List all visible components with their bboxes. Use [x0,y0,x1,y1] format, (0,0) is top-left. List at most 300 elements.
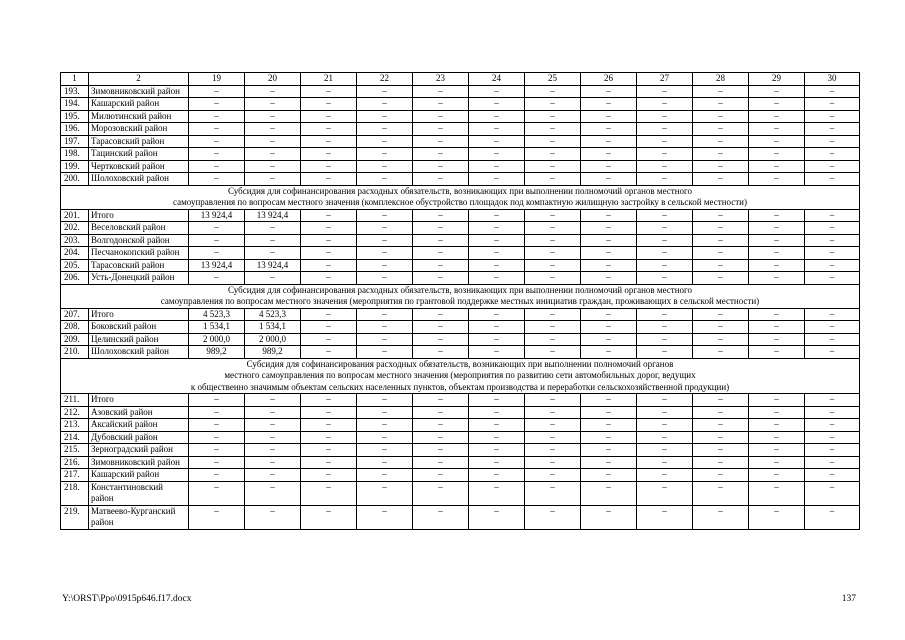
value-cell: – [469,419,525,432]
value-cell: – [301,110,357,123]
value-cell: – [525,234,581,247]
section-title-line: Субсидия для софинансирования расходных обязательств, возникающих при выполнении полномочий органов [246,358,674,369]
value-cell: – [637,321,693,334]
value-cell: – [189,444,245,457]
table-row [61,272,860,285]
value-cell: – [301,272,357,285]
row-number: 213. [61,419,89,432]
value-cell: – [245,98,301,111]
value-cell: – [749,209,805,222]
value-cell: – [693,308,749,321]
value-cell: – [525,431,581,444]
value-cell: – [693,431,749,444]
value-cell: – [581,209,637,222]
table-row [61,135,860,148]
value-cell: – [693,222,749,235]
value-cell: – [637,247,693,260]
district-name: Зимовниковский район [89,456,189,469]
value-cell: 4 523,3 [189,308,245,321]
column-header: 2 [89,73,189,86]
section-title-line: Субсидия для софинансирования расходных обязательств, возникающих при выполнении полномочий органов местного [227,284,693,295]
value-cell: – [469,321,525,334]
value-cell: – [189,456,245,469]
value-cell: – [525,85,581,98]
value-cell: – [413,481,469,505]
value-cell: – [301,247,357,260]
value-cell: – [189,431,245,444]
column-header: 21 [301,73,357,86]
row-number: 197. [61,135,89,148]
value-cell: – [693,505,749,529]
value-cell: – [245,222,301,235]
value-cell: – [525,98,581,111]
value-cell: – [805,346,860,359]
district-name: Тарасовский район [89,259,189,272]
value-cell: – [469,98,525,111]
value-cell: – [469,394,525,407]
table-row [61,419,860,432]
value-cell: – [525,456,581,469]
value-cell: – [693,98,749,111]
value-cell: – [805,222,860,235]
row-number: 209. [61,333,89,346]
value-cell: – [805,259,860,272]
column-header: 26 [581,73,637,86]
value-cell: – [637,259,693,272]
value-cell: – [189,234,245,247]
value-cell: – [805,469,860,482]
value-cell: – [469,160,525,173]
table-row [61,481,860,505]
value-cell: – [525,259,581,272]
value-cell: – [525,148,581,161]
value-cell: – [469,481,525,505]
district-name: Морозовский район [89,123,189,136]
district-name: Чертковский район [89,160,189,173]
table-row [61,110,860,123]
value-cell: – [189,173,245,186]
value-cell: – [525,481,581,505]
value-cell: – [749,98,805,111]
value-cell: – [749,431,805,444]
district-name: Шолоховский район [89,346,189,359]
value-cell: – [469,234,525,247]
value-cell: – [469,444,525,457]
value-cell: – [189,123,245,136]
district-name: Веселовский район [89,222,189,235]
value-cell: – [805,481,860,505]
value-cell: – [189,98,245,111]
section-row [61,185,860,209]
value-cell: – [301,85,357,98]
value-cell: – [245,505,301,529]
value-cell: – [749,394,805,407]
value-cell: 1 534,1 [245,321,301,334]
value-cell: – [637,406,693,419]
table-row [61,406,860,419]
value-cell: – [525,272,581,285]
value-cell: – [413,85,469,98]
value-cell: – [637,148,693,161]
district-name: Тацинский район [89,148,189,161]
value-cell: – [749,148,805,161]
value-cell: – [693,173,749,186]
value-cell: – [413,160,469,173]
district-name: Итого [89,394,189,407]
value-cell: – [637,85,693,98]
value-cell: – [581,346,637,359]
column-header: 27 [637,73,693,86]
value-cell: – [357,234,413,247]
value-cell: – [637,222,693,235]
value-cell: – [413,456,469,469]
value-cell: – [749,469,805,482]
row-number: 193. [61,85,89,98]
value-cell: 13 924,4 [189,209,245,222]
value-cell: – [693,333,749,346]
value-cell: – [413,98,469,111]
value-cell: – [413,321,469,334]
table-row [61,234,860,247]
value-cell: – [189,247,245,260]
value-cell: – [245,234,301,247]
value-cell: – [245,469,301,482]
value-cell: – [301,308,357,321]
row-number: 219. [61,505,89,529]
value-cell: – [245,431,301,444]
value-cell: – [413,173,469,186]
value-cell: – [693,321,749,334]
value-cell: – [301,259,357,272]
value-cell: – [357,505,413,529]
value-cell: – [637,272,693,285]
row-number: 216. [61,456,89,469]
value-cell: 989,2 [189,346,245,359]
value-cell: – [581,123,637,136]
district-name: Дубовский район [89,431,189,444]
value-cell: – [693,123,749,136]
value-cell: – [189,110,245,123]
value-cell: – [469,209,525,222]
value-cell: – [469,247,525,260]
value-cell: – [525,406,581,419]
row-number: 201. [61,209,89,222]
value-cell: – [581,406,637,419]
row-number: 196. [61,123,89,136]
value-cell: – [581,173,637,186]
value-cell: – [301,346,357,359]
value-cell: – [749,234,805,247]
value-cell: – [637,505,693,529]
value-cell: – [805,148,860,161]
row-number: 203. [61,234,89,247]
value-cell: – [357,346,413,359]
value-cell: – [301,456,357,469]
value-cell: – [805,135,860,148]
value-cell: – [469,333,525,346]
row-number: 198. [61,148,89,161]
value-cell: – [469,148,525,161]
value-cell: – [469,346,525,359]
value-cell: – [357,135,413,148]
value-cell: – [357,321,413,334]
value-cell: – [357,394,413,407]
value-cell: – [693,456,749,469]
value-cell: – [749,308,805,321]
district-name: Целинский район [89,333,189,346]
value-cell: – [469,272,525,285]
value-cell: – [357,247,413,260]
value-cell: – [749,123,805,136]
value-cell: – [525,333,581,346]
value-cell: – [805,406,860,419]
table-row [61,346,860,359]
section-title [61,358,860,394]
value-cell: – [581,272,637,285]
column-header: 25 [525,73,581,86]
column-header: 23 [413,73,469,86]
row-number: 214. [61,431,89,444]
value-cell: – [805,394,860,407]
value-cell: – [525,123,581,136]
row-number: 217. [61,469,89,482]
value-cell: – [637,110,693,123]
value-cell: – [301,222,357,235]
value-cell: – [693,135,749,148]
value-cell: – [413,394,469,407]
value-cell: – [469,85,525,98]
table-row [61,308,860,321]
value-cell: – [637,160,693,173]
value-cell: – [525,346,581,359]
district-name: Итого [89,209,189,222]
value-cell: – [413,308,469,321]
value-cell: – [413,110,469,123]
value-cell: – [413,234,469,247]
value-cell: – [469,173,525,186]
footer-file-path: Y:\ORST\Ppo\0915p646.f17.docx [62,594,192,604]
district-name: Зерноградский район [89,444,189,457]
value-cell: – [581,98,637,111]
district-name: Константиновский район [89,481,189,505]
value-cell: – [805,308,860,321]
header-row [61,73,860,86]
value-cell: – [301,505,357,529]
table-row [61,123,860,136]
value-cell: – [805,85,860,98]
value-cell: – [245,85,301,98]
value-cell: – [749,321,805,334]
value-cell: – [581,394,637,407]
value-cell: – [805,456,860,469]
value-cell: – [301,148,357,161]
value-cell: – [693,346,749,359]
value-cell: – [693,444,749,457]
value-cell: – [301,173,357,186]
value-cell: – [413,272,469,285]
district-name: Милютинский район [89,110,189,123]
value-cell: – [637,98,693,111]
value-cell: – [245,247,301,260]
value-cell: – [189,148,245,161]
value-cell: – [805,209,860,222]
value-cell: – [581,259,637,272]
value-cell: – [245,148,301,161]
value-cell: – [357,98,413,111]
value-cell: – [357,419,413,432]
value-cell: – [805,173,860,186]
value-cell: – [301,469,357,482]
value-cell: – [245,135,301,148]
table-row [61,160,860,173]
table-row [61,148,860,161]
value-cell: – [749,247,805,260]
value-cell: – [693,259,749,272]
table-row [61,209,860,222]
section-title-line: местного самоуправления по вопросам местного значения (мероприятия по развитию сети автомобильных дорог, ведущих [224,370,696,380]
page-number: 137 [841,594,856,604]
row-number: 206. [61,272,89,285]
value-cell: – [413,406,469,419]
value-cell: – [525,173,581,186]
value-cell: – [413,209,469,222]
value-cell: – [469,469,525,482]
value-cell: 1 534,1 [189,321,245,334]
value-cell: – [637,123,693,136]
value-cell: – [637,394,693,407]
row-number: 195. [61,110,89,123]
district-name: Боковский район [89,321,189,334]
value-cell: – [525,419,581,432]
value-cell: – [301,394,357,407]
column-header: 28 [693,73,749,86]
value-cell: – [469,123,525,136]
value-cell: – [469,259,525,272]
table-row [61,173,860,186]
value-cell: – [581,444,637,457]
value-cell: – [301,321,357,334]
value-cell: – [245,481,301,505]
column-header: 30 [805,73,860,86]
value-cell: – [525,135,581,148]
district-name: Аксайский район [89,419,189,432]
value-cell: – [357,444,413,457]
district-name: Матвеево-Курганский район [89,505,189,529]
value-cell: – [357,431,413,444]
value-cell: 13 924,4 [245,209,301,222]
value-cell: – [637,419,693,432]
value-cell: – [637,209,693,222]
value-cell: – [413,135,469,148]
value-cell: – [693,110,749,123]
value-cell: – [581,234,637,247]
value-cell: – [469,308,525,321]
value-cell: – [189,222,245,235]
value-cell: – [525,469,581,482]
table-row [61,505,860,529]
value-cell: – [357,259,413,272]
value-cell: – [189,272,245,285]
value-cell: – [413,444,469,457]
value-cell: – [469,222,525,235]
value-cell: – [805,160,860,173]
value-cell: – [301,481,357,505]
value-cell: 989,2 [245,346,301,359]
value-cell: – [749,346,805,359]
row-number: 218. [61,481,89,505]
section-title-line: к общественно значимым объектам сельских населенных пунктов, объектам производства и переработки сельскохозяйственной продукции) [190,381,730,392]
row-number: 204. [61,247,89,260]
column-header: 20 [245,73,301,86]
value-cell: – [805,247,860,260]
value-cell: – [749,419,805,432]
value-cell: – [301,209,357,222]
value-cell: – [413,333,469,346]
value-cell: – [693,160,749,173]
section-row [61,358,860,394]
value-cell: – [245,123,301,136]
value-cell: – [525,209,581,222]
value-cell: 13 924,4 [245,259,301,272]
value-cell: – [301,135,357,148]
value-cell: – [301,98,357,111]
table-row [61,321,860,334]
row-number: 207. [61,308,89,321]
section-title-line: самоуправления по вопросам местного значения (комплексное обустройство площадок под компактную жилищную застройку в сельской местности) [173,197,747,207]
table-row [61,456,860,469]
district-name: Итого [89,308,189,321]
value-cell: – [581,110,637,123]
value-cell: – [189,394,245,407]
value-cell: – [301,123,357,136]
value-cell: – [525,321,581,334]
value-cell: – [805,444,860,457]
value-cell: – [581,431,637,444]
value-cell: – [581,469,637,482]
value-cell: – [469,110,525,123]
value-cell: – [749,222,805,235]
district-name: Кашарский район [89,469,189,482]
value-cell: – [357,406,413,419]
value-cell: – [637,481,693,505]
value-cell: – [525,110,581,123]
value-cell: – [693,469,749,482]
district-name: Шолоховский район [89,173,189,186]
value-cell: – [357,308,413,321]
value-cell: – [693,209,749,222]
value-cell: – [301,234,357,247]
value-cell: – [189,85,245,98]
table-row [61,394,860,407]
row-number: 215. [61,444,89,457]
value-cell: – [693,406,749,419]
value-cell: – [413,247,469,260]
value-cell: – [245,160,301,173]
value-cell: – [469,505,525,529]
value-cell: – [357,333,413,346]
district-name: Усть-Донецкий район [89,272,189,285]
value-cell: – [805,333,860,346]
value-cell: – [357,222,413,235]
value-cell: – [693,394,749,407]
value-cell: – [189,481,245,505]
value-cell: – [581,419,637,432]
district-name: Кашарский район [89,98,189,111]
value-cell: – [357,209,413,222]
value-cell: – [581,308,637,321]
value-cell: – [581,481,637,505]
value-cell: – [413,259,469,272]
